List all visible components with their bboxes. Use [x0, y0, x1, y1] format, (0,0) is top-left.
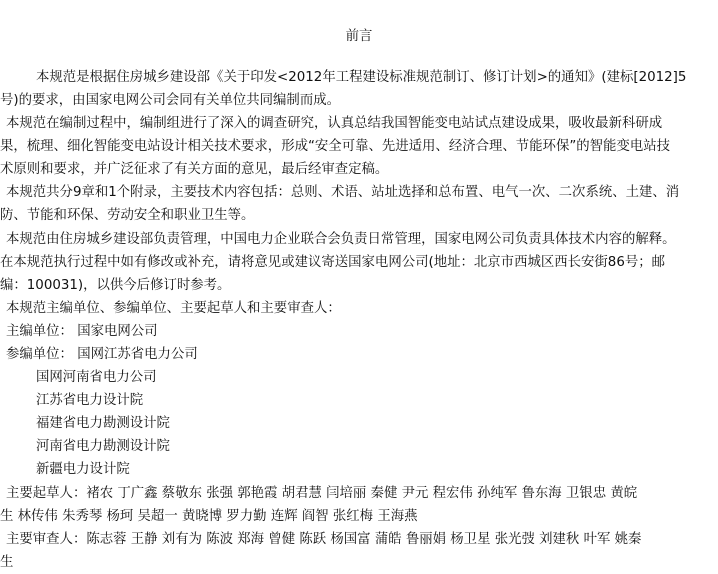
chief-unit: 主编单位： 国家电网公司	[6, 324, 158, 339]
reviewers-line: 生	[0, 555, 14, 570]
participating-unit: 国网河南省电力公司	[36, 370, 157, 385]
participating-unit: 江苏省电力设计院	[36, 393, 144, 408]
paragraph-line: 术原则和要求，并广泛征求了有关方面的意见，最后经审查定稿。	[0, 162, 389, 177]
participating-unit: 新疆电力设计院	[36, 462, 130, 477]
drafters-line: 主要起草人：褚农 丁广鑫 蔡敬东 张强 郭艳霞 胡君慧 闫培丽 秦健 尹元 程宏伟 孙纯军 鲁东海 卫银忠 黄皖	[6, 486, 638, 501]
paragraph-line: 本规范在编制过程中，编制组进行了深入的调查研究，认真总结我国智能变电站试点建设成果，吸收最新科研成	[6, 116, 663, 131]
paragraph-line: 号)的要求，由国家电网公司会同有关单位共同编制而成。	[0, 93, 340, 108]
reviewers-line: 主要审查人：陈志蓉 王静 刘有为 陈波 郑海 曾健 陈跃 杨国富 蒲皓 鲁丽娟 杨卫星 张光弢 刘建秋 叶军 姚秦	[6, 532, 642, 547]
paragraph-line: 编：100031)，以供今后修订时参考。	[0, 278, 231, 293]
participating-unit: 河南省电力勘测设计院	[36, 439, 170, 454]
paragraph-line: 本规范是根据住房城乡建设部《关于印发<2012年工程建设标准规范制订、修订计划>的通知》(建标[2012]5	[36, 70, 687, 85]
page-title: 前言	[345, 29, 373, 44]
units-intro: 本规范主编单位、参编单位、主要起草人和主要审查人：	[6, 301, 341, 316]
paragraph-line: 果，梳理、细化智能变电站设计相关技术要求，形成“安全可靠、先进适用、经济合理、节能环保”的智能变电站技	[0, 139, 671, 154]
participating-units-label: 参编单位： 国网江苏省电力公司	[6, 347, 198, 362]
paragraph-line: 本规范由住房城乡建设部负责管理，中国电力企业联合会负责日常管理，国家电网公司负责具体技术内容的解释。	[6, 232, 676, 247]
drafters-line: 生 林传伟 朱秀琴 杨珂 吴超一 黄晓博 罗力勤 连辉 阎智 张红梅 王海燕	[0, 509, 418, 524]
paragraph-line: 防、节能和环保、劳动安全和职业卫生等。	[0, 208, 255, 223]
paragraph-line: 在本规范执行过程中如有修改或补充，请将意见或建议寄送国家电网公司(地址：北京市西城区西长安街86号；邮	[0, 255, 666, 270]
participating-unit: 福建省电力勘测设计院	[36, 416, 170, 431]
paragraph-line: 本规范共分9章和1个附录，主要技术内容包括：总则、术语、站址选择和总布置、电气一次、二次系统、土建、消	[6, 185, 680, 200]
